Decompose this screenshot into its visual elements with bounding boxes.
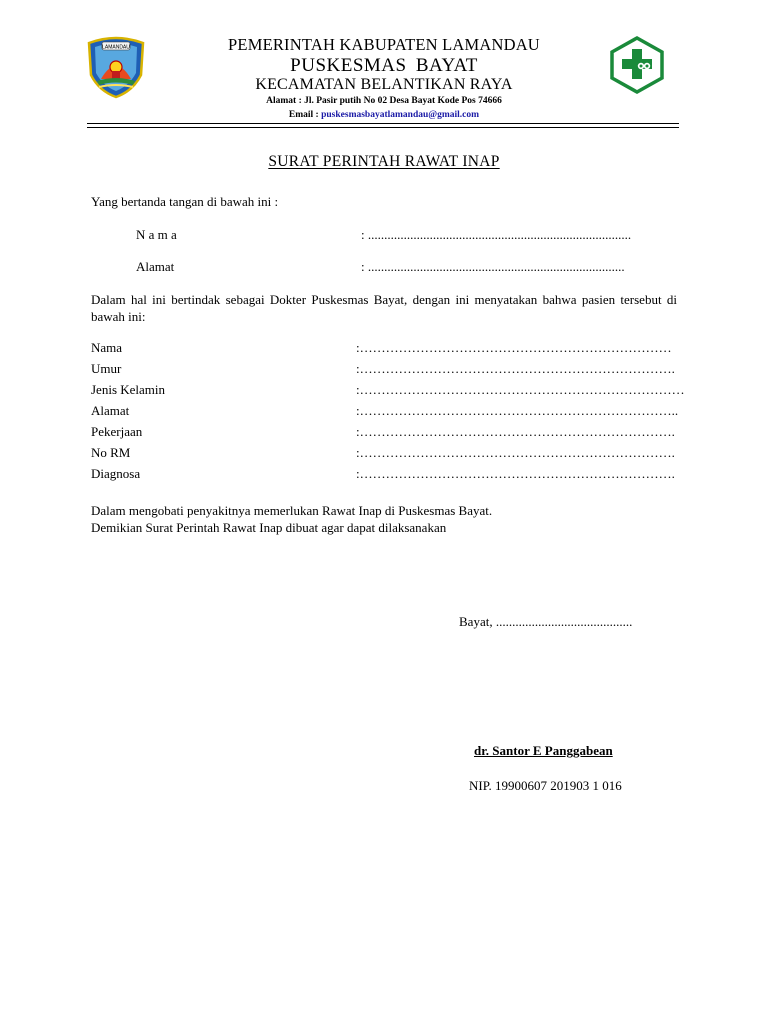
- closing-line-2: Demikian Surat Perintah Rawat Inap dibuat agar dapat dilaksanakan: [91, 520, 447, 535]
- patient-occupation-value: :……………………………………………………………….: [356, 424, 675, 439]
- patient-gender-value: :…………………………………………………………………: [356, 382, 685, 397]
- header-divider-thin: [87, 127, 679, 128]
- signer-name-value: : .................................................................................: [361, 227, 632, 242]
- patient-age-label: Umur: [91, 361, 122, 376]
- letter-title: [0, 153, 768, 171]
- header-email-line: [160, 110, 608, 120]
- email-link[interactable]: puskesmasbayatlamandau@gmail.com: [321, 110, 480, 120]
- patient-occupation-label: Pekerjaan: [91, 424, 143, 439]
- header-address: Alamat : Jl. Pasir putih No 02 Desa Bayat Kode Pos 74666: [266, 96, 502, 106]
- header-government: PEMERINTAH KABUPATEN LAMANDAU: [228, 35, 540, 54]
- patient-medical-record-label: No RM: [91, 445, 131, 460]
- signer-address-label: Alamat: [136, 259, 175, 274]
- patient-medical-record-value: :……………………………………………………………….: [356, 445, 675, 460]
- puskesmas-logo: [607, 35, 667, 95]
- patient-address-value: :………………………………………………………………..: [356, 403, 679, 418]
- intro-text: Yang bertanda tangan di bawah ini :: [91, 194, 279, 209]
- place-date: Bayat, ..........................................: [459, 614, 633, 629]
- patient-gender-label: Jenis Kelamin: [91, 382, 166, 397]
- signer-address-value: : ...............................................................................: [361, 259, 625, 274]
- statement-paragraph: Dalam hal ini bertindak sebagai Dokter Puskesmas Bayat, dengan ini menyatakan bahwa pasien tersebut di bawah ini:: [91, 292, 677, 324]
- lamandau-emblem-logo: [83, 35, 149, 99]
- patient-name-label: Nama: [91, 340, 123, 355]
- emblem-banner-text: LAMANDAU: [102, 44, 130, 51]
- letter-title-text: SURAT PERINTAH RAWAT INAP: [268, 153, 500, 170]
- signer-name-label: N a m a: [136, 227, 177, 242]
- patient-address-label: Alamat: [91, 403, 130, 418]
- email-label: Email :: [288, 110, 322, 120]
- header-puskesmas: PUSKESMAS BAYAT: [290, 55, 478, 76]
- patient-name-value: :………………………………………………………………: [356, 340, 672, 355]
- header-divider-thick: [87, 123, 679, 124]
- patient-diagnosis-value: :……………………………………………………………….: [356, 466, 675, 481]
- signer-name: dr. Santor E Panggabean: [474, 743, 613, 758]
- patient-age-value: :……………………………………………………………….: [356, 361, 675, 376]
- patient-diagnosis-label: Diagnosa: [91, 466, 141, 481]
- signer-nip: NIP. 19900607 201903 1 016: [469, 778, 622, 793]
- header-kecamatan: KECAMATAN BELANTIKAN RAYA: [255, 76, 513, 93]
- closing-line-1: Dalam mengobati penyakitnya memerlukan Rawat Inap di Puskesmas Bayat.: [91, 503, 493, 518]
